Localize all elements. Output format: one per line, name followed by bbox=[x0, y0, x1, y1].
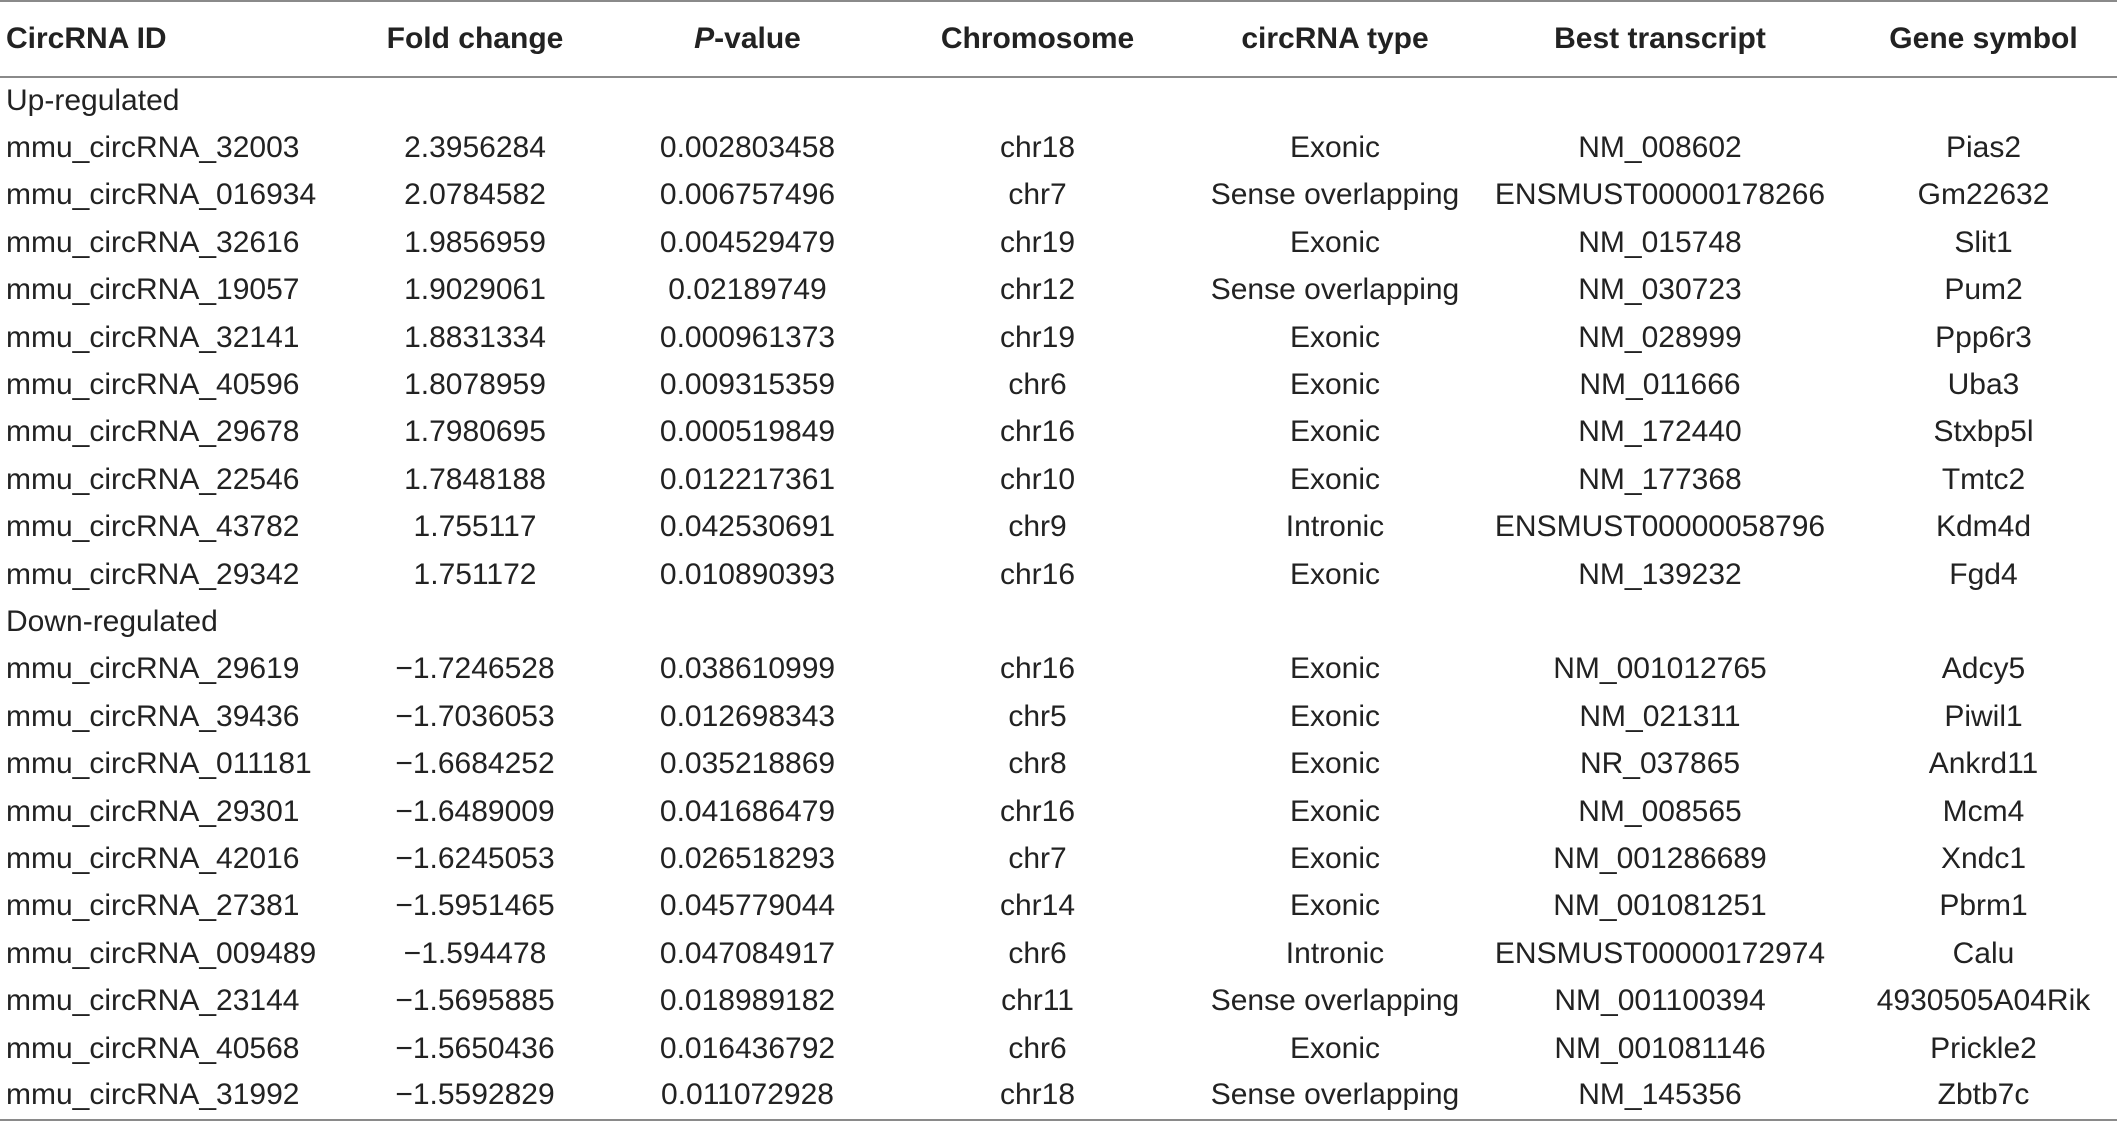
cell-circrna-id: mmu_circRNA_43782 bbox=[6, 510, 300, 544]
cell-p-value: 0.047084917 bbox=[659, 936, 836, 970]
cell-p-value: 0.018989182 bbox=[659, 984, 836, 1018]
cell-gene-symbol: 4930505A04Rik bbox=[1876, 984, 2091, 1018]
cell-best-transcript: NM_001081146 bbox=[1554, 1031, 1766, 1065]
cell-circrna-type: Sense overlapping bbox=[1210, 984, 1460, 1018]
cell-best-transcript: ENSMUST00000058796 bbox=[1494, 510, 1826, 544]
cell-fold-change: 1.9029061 bbox=[404, 273, 546, 307]
cell-gene-symbol: Prickle2 bbox=[1930, 1031, 2037, 1065]
cell-p-value: 0.009315359 bbox=[659, 368, 836, 402]
cell-fold-change: 2.0784582 bbox=[404, 178, 546, 212]
cell-circrna-id: mmu_circRNA_32141 bbox=[6, 320, 300, 354]
cell-best-transcript: ENSMUST00000172974 bbox=[1494, 936, 1826, 970]
cell-circrna-type: Intronic bbox=[1285, 936, 1385, 970]
cell-best-transcript: NM_145356 bbox=[1470, 1072, 1850, 1119]
cell-circrna-type: Sense overlapping bbox=[1200, 1072, 1470, 1119]
cell-best-transcript: NM_008565 bbox=[1578, 794, 1742, 828]
cell-p-value: 0.038610999 bbox=[659, 652, 836, 686]
table-row bbox=[0, 172, 2117, 219]
table-row bbox=[0, 1072, 2117, 1119]
table-row bbox=[0, 124, 2117, 171]
section-row-up bbox=[0, 77, 2117, 124]
cell-circrna-id: mmu_circRNA_009489 bbox=[6, 936, 317, 970]
cell-circrna-type: Exonic bbox=[1289, 415, 1381, 449]
table-row bbox=[0, 788, 2117, 835]
header-gene-symbol: Gene symbol bbox=[1850, 1, 2117, 77]
cell-gene-symbol: Zbtb7c bbox=[1850, 1072, 2117, 1119]
cell-fold-change: 1.751172 bbox=[413, 557, 537, 591]
cell-fold-change: −1.7036053 bbox=[395, 699, 555, 733]
cell-fold-change: 1.8078959 bbox=[404, 368, 546, 402]
cell-circrna-type: Exonic bbox=[1289, 557, 1381, 591]
cell-p-value: 0.045779044 bbox=[659, 889, 836, 923]
cell-gene-symbol: Mcm4 bbox=[1942, 794, 2025, 828]
cell-circrna-id: mmu_circRNA_39436 bbox=[6, 699, 300, 733]
table-row bbox=[0, 1025, 2117, 1072]
cell-chromosome: chr16 bbox=[999, 652, 1076, 686]
cell-gene-symbol: Uba3 bbox=[1947, 368, 2020, 402]
cell-best-transcript: NM_030723 bbox=[1578, 273, 1742, 307]
cell-best-transcript: NM_001081251 bbox=[1553, 889, 1767, 923]
table-header bbox=[0, 1, 2117, 77]
cell-p-value: 0.035218869 bbox=[659, 747, 836, 781]
table-body bbox=[0, 77, 2117, 1120]
cell-circrna-id: mmu_circRNA_19057 bbox=[6, 273, 300, 307]
table-row bbox=[0, 646, 2117, 693]
table-row bbox=[0, 361, 2117, 408]
cell-p-value: 0.000961373 bbox=[659, 320, 836, 354]
cell-chromosome: chr10 bbox=[999, 462, 1076, 496]
cell-circrna-type: Exonic bbox=[1289, 320, 1381, 354]
table-row bbox=[0, 456, 2117, 503]
table-row bbox=[0, 314, 2117, 361]
cell-circrna-type: Exonic bbox=[1289, 841, 1381, 875]
cell-p-value: 0.000519849 bbox=[659, 415, 836, 449]
header-fold-change: Fold change bbox=[330, 1, 620, 77]
cell-chromosome: chr16 bbox=[999, 557, 1076, 591]
cell-chromosome: chr6 bbox=[1008, 936, 1067, 970]
header-p-value bbox=[620, 1, 875, 77]
header-circrna-type: circRNA type bbox=[1200, 1, 1470, 77]
cell-gene-symbol: Pbrm1 bbox=[1939, 889, 2028, 923]
cell-chromosome: chr5 bbox=[1008, 699, 1067, 733]
cell-circrna-id: mmu_circRNA_32003 bbox=[6, 131, 300, 165]
cell-best-transcript: NM_015748 bbox=[1578, 225, 1742, 259]
cell-p-value: 0.016436792 bbox=[659, 1031, 836, 1065]
cell-fold-change: 1.7848188 bbox=[404, 462, 546, 496]
cell-circrna-id: mmu_circRNA_29301 bbox=[6, 794, 300, 828]
cell-p-value: 0.026518293 bbox=[659, 841, 836, 875]
section-row-down bbox=[0, 598, 2117, 645]
cell-best-transcript: NM_008602 bbox=[1578, 131, 1742, 165]
cell-circrna-type: Exonic bbox=[1289, 1031, 1381, 1065]
cell-chromosome: chr7 bbox=[1008, 841, 1067, 875]
cell-fold-change: −1.5695885 bbox=[395, 984, 555, 1018]
cell-chromosome: chr12 bbox=[999, 273, 1076, 307]
cell-best-transcript: NM_028999 bbox=[1578, 320, 1742, 354]
cell-circrna-type: Exonic bbox=[1289, 131, 1381, 165]
cell-chromosome: chr19 bbox=[999, 320, 1076, 354]
cell-fold-change: 1.8831334 bbox=[404, 320, 546, 354]
cell-gene-symbol: Ankrd11 bbox=[1928, 747, 2039, 781]
cell-circrna-type: Exonic bbox=[1289, 747, 1381, 781]
header-p-suffix: -value bbox=[714, 22, 801, 55]
cell-chromosome: chr18 bbox=[999, 131, 1076, 165]
cell-circrna-type: Intronic bbox=[1285, 510, 1385, 544]
cell-best-transcript: NM_139232 bbox=[1578, 557, 1742, 591]
table-row bbox=[0, 883, 2117, 930]
cell-p-value: 0.004529479 bbox=[659, 225, 836, 259]
cell-circrna-id: mmu_circRNA_016934 bbox=[6, 178, 317, 212]
cell-circrna-id: mmu_circRNA_011181 bbox=[6, 747, 312, 781]
cell-gene-symbol: Calu bbox=[1952, 936, 2015, 970]
table-row bbox=[0, 835, 2117, 882]
cell-p-value: 0.041686479 bbox=[659, 794, 836, 828]
cell-best-transcript: ENSMUST00000178266 bbox=[1494, 178, 1826, 212]
cell-p-value: 0.011072928 bbox=[620, 1072, 875, 1119]
cell-best-transcript: NM_011666 bbox=[1579, 368, 1741, 402]
cell-p-value: 0.002803458 bbox=[659, 131, 836, 165]
cell-gene-symbol: Adcy5 bbox=[1941, 652, 2026, 686]
cell-circrna-id: mmu_circRNA_23144 bbox=[6, 984, 300, 1018]
cell-circrna-type: Exonic bbox=[1289, 368, 1381, 402]
cell-fold-change: −1.5650436 bbox=[395, 1031, 555, 1065]
cell-circrna-id: mmu_circRNA_32616 bbox=[6, 225, 300, 259]
cell-chromosome: chr9 bbox=[1008, 510, 1067, 544]
table-row bbox=[0, 930, 2117, 977]
cell-chromosome: chr6 bbox=[1008, 1031, 1067, 1065]
cell-chromosome: chr6 bbox=[1008, 368, 1067, 402]
header-p-italic: P bbox=[694, 22, 715, 55]
cell-gene-symbol: Pum2 bbox=[1944, 273, 2023, 307]
section-label-down: Down-regulated bbox=[6, 604, 218, 638]
cell-circrna-type: Exonic bbox=[1289, 699, 1381, 733]
cell-circrna-id: mmu_circRNA_27381 bbox=[6, 889, 300, 923]
cell-circrna-id: mmu_circRNA_40568 bbox=[6, 1031, 300, 1065]
cell-fold-change: −1.5592829 bbox=[330, 1072, 620, 1119]
cell-circrna-type: Sense overlapping bbox=[1210, 178, 1460, 212]
cell-best-transcript: NM_001100394 bbox=[1554, 984, 1766, 1018]
cell-p-value: 0.012698343 bbox=[659, 699, 836, 733]
cell-p-value: 0.012217361 bbox=[659, 462, 836, 496]
cell-chromosome: chr18 bbox=[875, 1072, 1200, 1119]
cell-gene-symbol: Piwil1 bbox=[1944, 699, 2023, 733]
cell-fold-change: −1.6684252 bbox=[395, 747, 555, 781]
cell-circrna-type: Sense overlapping bbox=[1210, 273, 1460, 307]
cell-circrna-id: mmu_circRNA_29342 bbox=[6, 557, 300, 591]
cell-gene-symbol: Fgd4 bbox=[1949, 557, 2018, 591]
cell-fold-change: −1.594478 bbox=[403, 936, 547, 970]
cell-fold-change: −1.6245053 bbox=[395, 841, 555, 875]
cell-fold-change: −1.6489009 bbox=[395, 794, 555, 828]
table-row bbox=[0, 551, 2117, 598]
cell-gene-symbol: Gm22632 bbox=[1917, 178, 2050, 212]
cell-chromosome: chr11 bbox=[1001, 984, 1074, 1018]
cell-circrna-type: Exonic bbox=[1289, 889, 1381, 923]
header-chromosome: Chromosome bbox=[875, 1, 1200, 77]
cell-circrna-id: mmu_circRNA_40596 bbox=[6, 368, 300, 402]
cell-best-transcript: NM_001286689 bbox=[1553, 841, 1767, 875]
cell-gene-symbol: Pias2 bbox=[1945, 131, 2022, 165]
table-row bbox=[0, 693, 2117, 740]
cell-gene-symbol: Stxbp5l bbox=[1933, 415, 2034, 449]
cell-best-transcript: NM_177368 bbox=[1578, 462, 1742, 496]
cell-circrna-type: Exonic bbox=[1289, 225, 1381, 259]
cell-chromosome: chr7 bbox=[1008, 178, 1067, 212]
header-best-transcript: Best transcript bbox=[1470, 1, 1850, 77]
cell-gene-symbol: Slit1 bbox=[1954, 225, 2013, 259]
cell-best-transcript: NM_001012765 bbox=[1553, 652, 1767, 686]
table-row bbox=[0, 219, 2117, 266]
cell-chromosome: chr19 bbox=[999, 225, 1076, 259]
cell-gene-symbol: Ppp6r3 bbox=[1935, 320, 2032, 354]
cell-fold-change: 2.3956284 bbox=[404, 131, 546, 165]
header-row bbox=[0, 1, 2117, 77]
cell-best-transcript: NM_172440 bbox=[1578, 415, 1742, 449]
cell-circrna-id: mmu_circRNA_42016 bbox=[6, 841, 300, 875]
table-row bbox=[0, 504, 2117, 551]
table-row bbox=[0, 740, 2117, 787]
cell-chromosome: chr16 bbox=[999, 794, 1076, 828]
cell-fold-change: −1.5951465 bbox=[395, 889, 555, 923]
table-row bbox=[0, 409, 2117, 456]
cell-fold-change: 1.9856959 bbox=[404, 225, 546, 259]
header-circrna-id: CircRNA ID bbox=[0, 1, 330, 77]
cell-chromosome: chr14 bbox=[999, 889, 1076, 923]
cell-circrna-type: Exonic bbox=[1289, 652, 1381, 686]
cell-circrna-type: Exonic bbox=[1289, 462, 1381, 496]
cell-gene-symbol: Tmtc2 bbox=[1941, 462, 2026, 496]
cell-fold-change: −1.7246528 bbox=[395, 652, 555, 686]
cell-chromosome: chr8 bbox=[1008, 747, 1067, 781]
cell-gene-symbol: Xndc1 bbox=[1940, 841, 2027, 875]
cell-fold-change: 1.755117 bbox=[413, 510, 537, 544]
table-row bbox=[0, 267, 2117, 314]
cell-circrna-id: mmu_circRNA_29678 bbox=[6, 415, 300, 449]
cell-best-transcript: NR_037865 bbox=[1579, 747, 1741, 781]
table-row bbox=[0, 977, 2117, 1024]
cell-circrna-id: mmu_circRNA_29619 bbox=[6, 652, 300, 686]
cell-circrna-type: Exonic bbox=[1289, 794, 1381, 828]
cell-gene-symbol: Kdm4d bbox=[1935, 510, 2032, 544]
cell-p-value: 0.02189749 bbox=[668, 273, 827, 307]
cell-p-value: 0.042530691 bbox=[659, 510, 836, 544]
section-label-up: Up-regulated bbox=[6, 84, 180, 118]
cell-p-value: 0.010890393 bbox=[659, 557, 836, 591]
cell-p-value: 0.006757496 bbox=[659, 178, 836, 212]
cell-chromosome: chr16 bbox=[999, 415, 1076, 449]
cell-best-transcript: NM_021311 bbox=[1579, 699, 1741, 733]
cell-circrna-id: mmu_circRNA_22546 bbox=[6, 462, 300, 496]
cell-circrna-id: mmu_circRNA_31992 bbox=[0, 1072, 330, 1119]
cell-fold-change: 1.7980695 bbox=[404, 415, 546, 449]
